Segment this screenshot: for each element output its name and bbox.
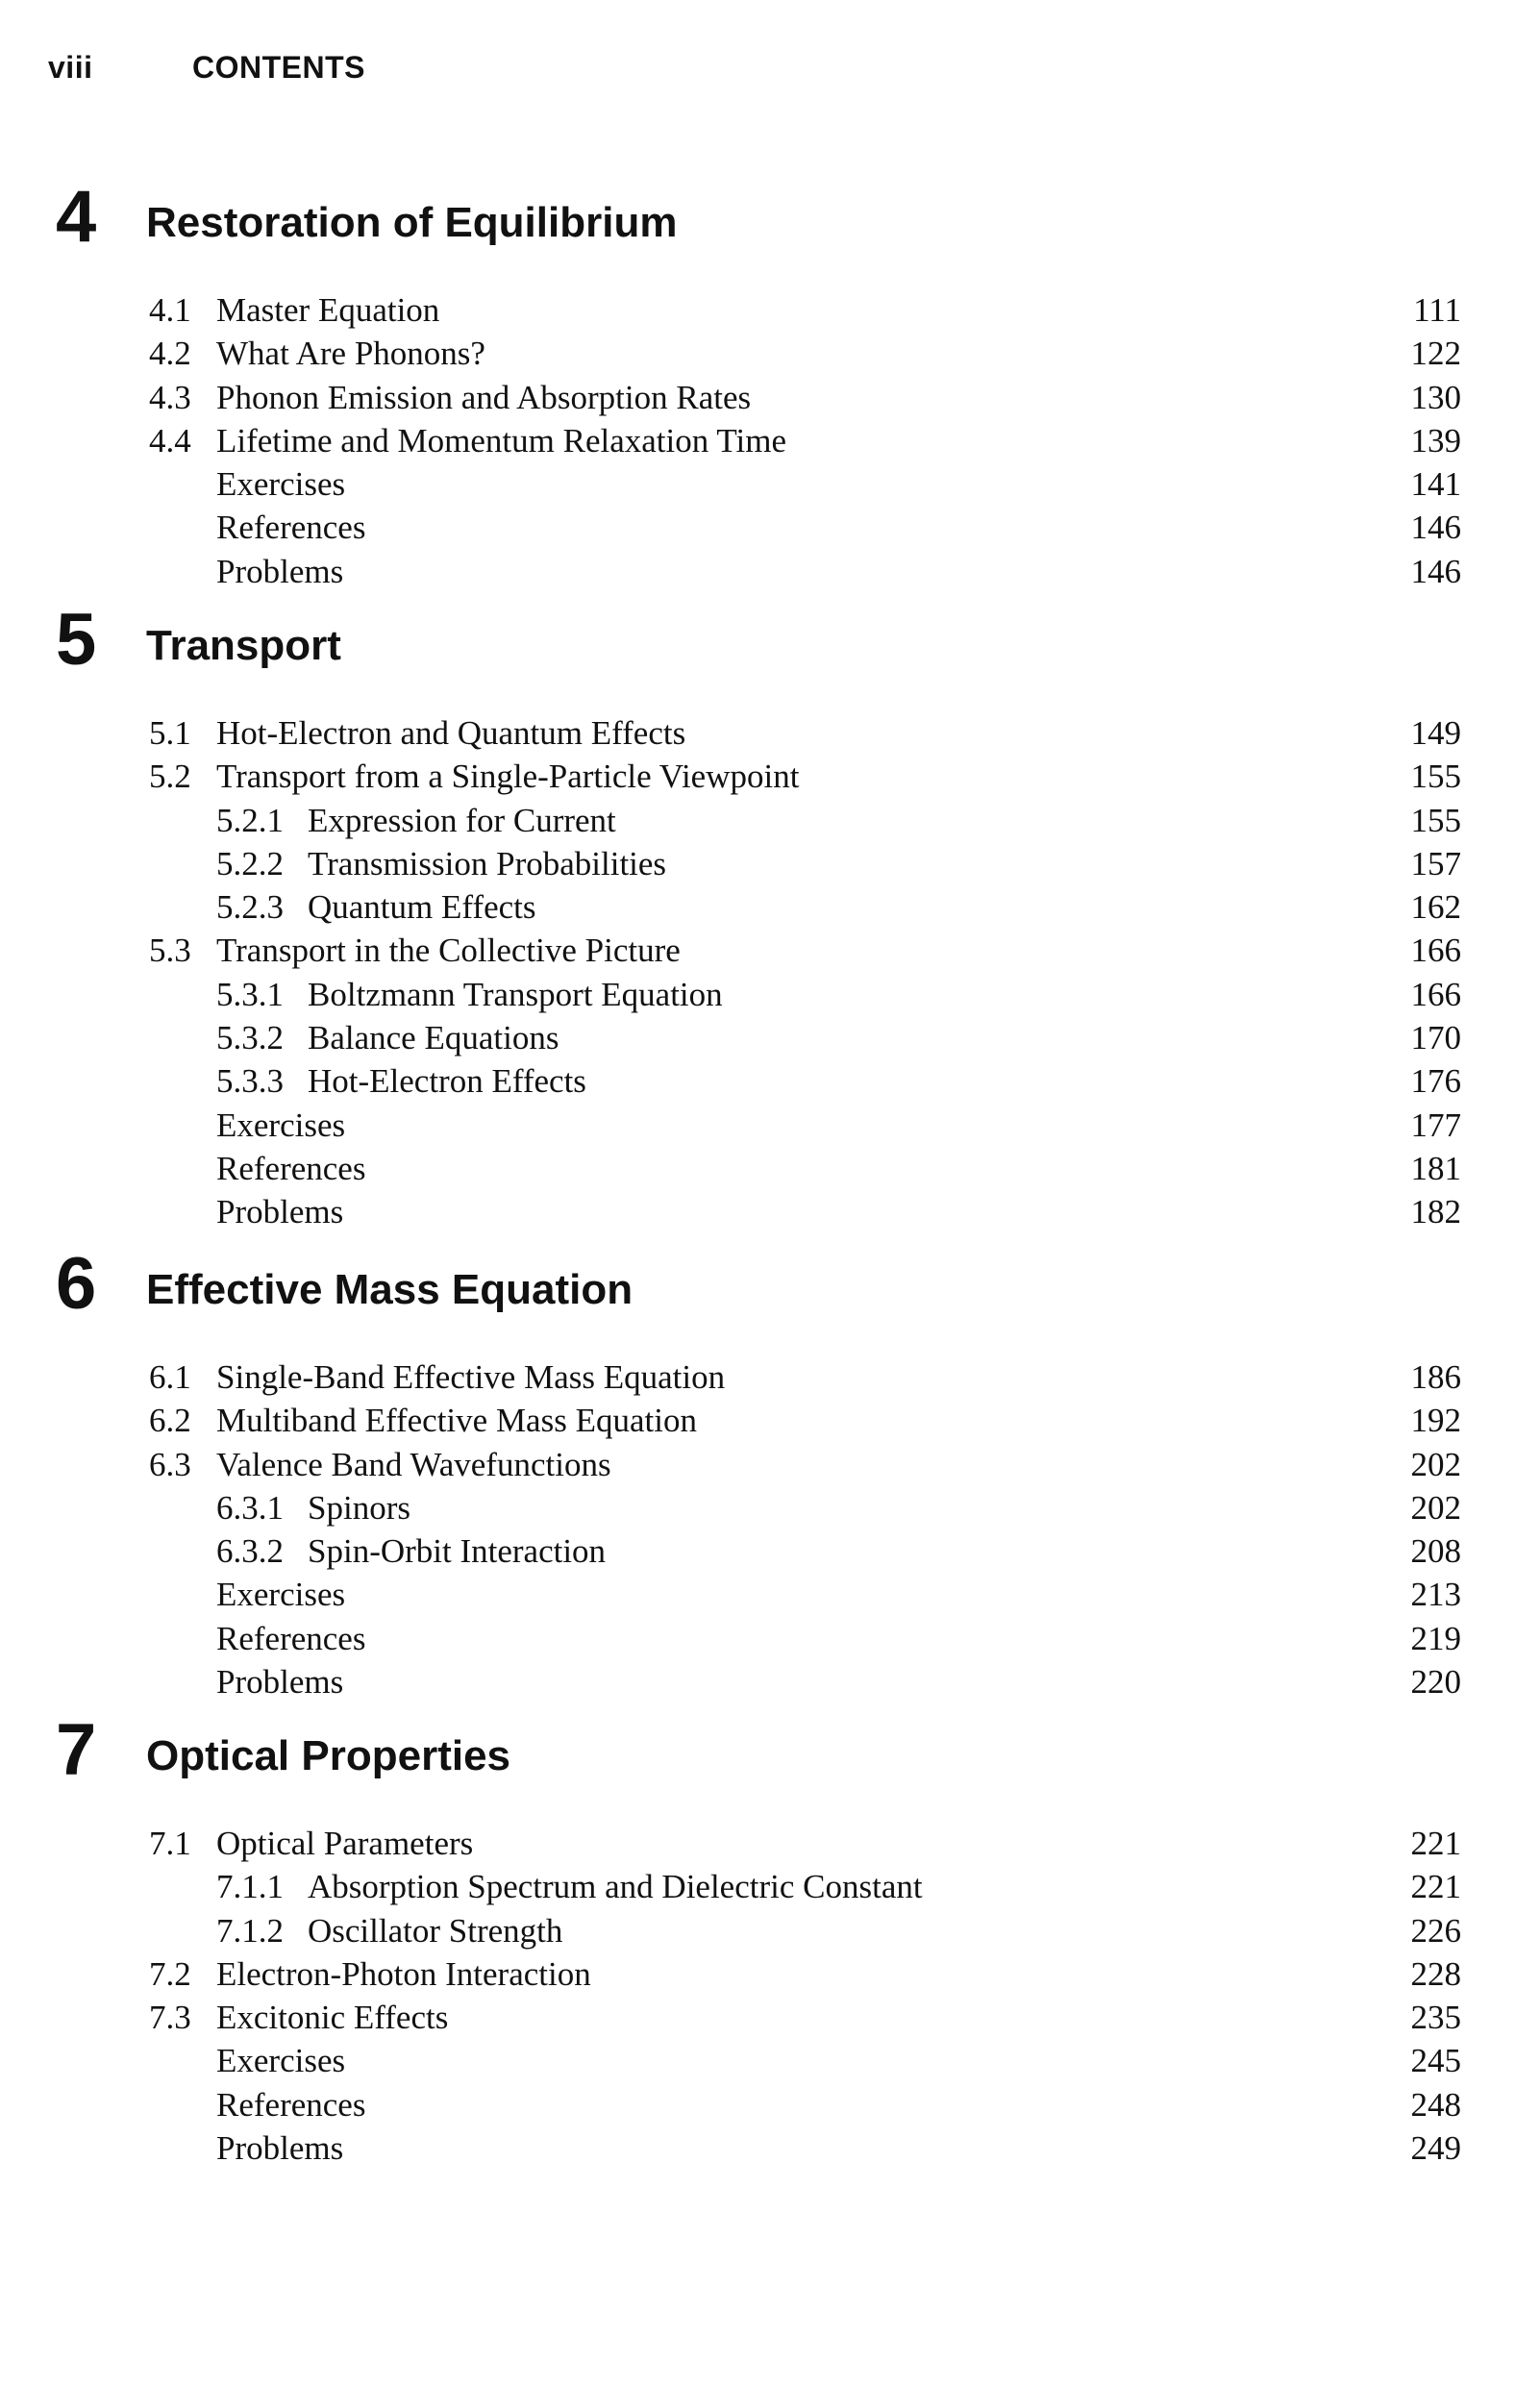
section-number: 5.2.1 — [216, 801, 284, 839]
chapter-4 — [0, 176, 1540, 590]
toc-entry — [0, 1573, 1540, 1616]
chapter-title: Restoration of Equilibrium — [146, 199, 678, 246]
page-number: 130 — [1410, 378, 1461, 416]
toc-entry — [0, 1104, 1540, 1147]
section-number: 7.1 — [149, 1825, 191, 1862]
chapter-title: Optical Properties — [146, 1732, 511, 1779]
section-title: Optical Parameters — [216, 1825, 474, 1862]
toc-entry — [0, 2039, 1540, 2082]
toc-entry — [0, 1617, 1540, 1660]
page-number: 182 — [1410, 1193, 1461, 1231]
section-title: Transmission Probabilities — [308, 844, 667, 882]
chapter-title: Effective Mass Equation — [146, 1266, 633, 1313]
toc-entry — [0, 1059, 1540, 1103]
toc-entry — [0, 885, 1540, 929]
section-title: Spinors — [308, 1488, 410, 1527]
section-number: 4.4 — [149, 421, 191, 460]
chapter-7 — [0, 1709, 1540, 2168]
section-title: Single-Band Effective Mass Equation — [216, 1358, 726, 1396]
section-number: 4.3 — [149, 378, 191, 416]
chapter-heading — [0, 1709, 1540, 1802]
section-number: 4.2 — [149, 335, 191, 373]
page-number: 181 — [1410, 1149, 1461, 1187]
toc-entry — [0, 1865, 1540, 1908]
section-number: 5.3.3 — [216, 1062, 284, 1101]
toc-entry — [0, 973, 1540, 1016]
section-title: Exercises — [216, 1106, 346, 1144]
section-title: Exercises — [216, 465, 346, 504]
toc-entry — [0, 1399, 1540, 1442]
page-number: 192 — [1410, 1402, 1461, 1440]
section-number: 7.1.2 — [216, 1911, 284, 1950]
page-number: 221 — [1410, 1825, 1461, 1862]
page-number: 248 — [1410, 2085, 1461, 2124]
toc-entry — [0, 550, 1540, 593]
section-number: 6.1 — [149, 1358, 191, 1396]
toc-entry — [0, 462, 1540, 506]
section-title: References — [216, 2085, 366, 2124]
section-title: References — [216, 509, 366, 547]
page-number: 208 — [1410, 1532, 1461, 1571]
toc-list — [0, 1355, 1540, 1703]
toc-entry — [0, 376, 1540, 419]
chapter-6 — [0, 1243, 1540, 1702]
toc-entry — [0, 929, 1540, 972]
page-number: 220 — [1410, 1663, 1461, 1702]
toc-list — [0, 1822, 1540, 2170]
page-number: 166 — [1410, 932, 1461, 970]
toc-entry — [0, 1952, 1540, 1996]
section-title: Problems — [216, 1663, 344, 1702]
section-title: What Are Phonons? — [216, 335, 485, 373]
page-number: 139 — [1410, 421, 1461, 460]
chapter-5 — [0, 599, 1540, 1231]
chapter-number: 4 — [56, 176, 97, 258]
toc-entry — [0, 755, 1540, 798]
section-title: Quantum Effects — [308, 888, 536, 927]
page-number: 146 — [1410, 509, 1461, 547]
page-number: 141 — [1410, 465, 1461, 504]
page-number: 177 — [1410, 1106, 1461, 1144]
section-title: Spin-Orbit Interaction — [308, 1532, 607, 1571]
page-number: 170 — [1410, 1019, 1461, 1057]
section-number: 5.1 — [149, 714, 191, 752]
page-number: 202 — [1410, 1488, 1461, 1527]
section-title: Balance Equations — [308, 1019, 559, 1057]
chapter-number: 5 — [56, 599, 97, 681]
chapter-heading — [0, 176, 1540, 269]
toc-entry — [0, 1016, 1540, 1059]
toc-entry — [0, 506, 1540, 549]
section-title: Lifetime and Momentum Relaxation Time — [216, 421, 786, 460]
page-number: 245 — [1410, 2042, 1461, 2080]
chapter-number: 6 — [56, 1243, 97, 1325]
page-number: 122 — [1410, 335, 1461, 373]
section-title: Oscillator Strength — [308, 1911, 563, 1950]
toc-entry — [0, 842, 1540, 885]
section-title: Excitonic Effects — [216, 1999, 449, 2037]
section-title: Master Equation — [216, 291, 440, 329]
toc-entry — [0, 1443, 1540, 1486]
page-number: 202 — [1410, 1445, 1461, 1483]
toc-entry — [0, 419, 1540, 462]
section-title: References — [216, 1149, 366, 1187]
toc-entry — [0, 2126, 1540, 2170]
page-number: 162 — [1410, 888, 1461, 927]
section-title: Expression for Current — [308, 801, 616, 839]
toc-list — [0, 288, 1540, 593]
page-number: 221 — [1410, 1868, 1461, 1906]
page-number: 249 — [1410, 2129, 1461, 2168]
section-title: Absorption Spectrum and Dielectric Constant — [308, 1868, 923, 1906]
section-number: 6.2 — [149, 1402, 191, 1440]
section-number: 5.2.3 — [216, 888, 284, 927]
chapter-heading — [0, 599, 1540, 692]
toc-entry — [0, 1529, 1540, 1573]
section-title: Boltzmann Transport Equation — [308, 975, 723, 1013]
chapter-title: Transport — [146, 622, 341, 669]
toc-entry — [0, 711, 1540, 755]
toc-entry — [0, 1909, 1540, 1952]
page-number: 155 — [1410, 758, 1461, 796]
section-title: Hot-Electron and Quantum Effects — [216, 714, 686, 752]
section-title: Exercises — [216, 1576, 346, 1614]
page-number: 166 — [1410, 975, 1461, 1013]
toc-entry — [0, 1660, 1540, 1703]
toc-entry — [0, 288, 1540, 332]
section-title: Transport in the Collective Picture — [216, 932, 681, 970]
toc-entry — [0, 1996, 1540, 2039]
section-number: 6.3.1 — [216, 1488, 284, 1527]
section-title: Problems — [216, 552, 344, 590]
page-number: 235 — [1410, 1999, 1461, 2037]
section-title: Electron-Photon Interaction — [216, 1954, 591, 1993]
chapter-heading — [0, 1243, 1540, 1336]
section-title: References — [216, 1619, 366, 1657]
chapter-number: 7 — [56, 1709, 97, 1791]
section-title: Problems — [216, 2129, 344, 2168]
page-number: 176 — [1410, 1062, 1461, 1101]
toc-entry — [0, 1822, 1540, 1865]
section-number: 7.3 — [149, 1999, 191, 2037]
section-number: 5.2.2 — [216, 844, 284, 882]
section-number: 4.1 — [149, 291, 191, 329]
section-title: Hot-Electron Effects — [308, 1062, 586, 1101]
section-number: 7.2 — [149, 1954, 191, 1993]
section-number: 5.3.2 — [216, 1019, 284, 1057]
page-number: 186 — [1410, 1358, 1461, 1396]
page-number: 219 — [1410, 1619, 1461, 1657]
section-number: 5.3.1 — [216, 975, 284, 1013]
running-title: CONTENTS — [192, 50, 365, 85]
page-number: 213 — [1410, 1576, 1461, 1614]
toc-entry — [0, 799, 1540, 842]
page-number: 149 — [1410, 714, 1461, 752]
section-number: 5.2 — [149, 758, 191, 796]
page-number: 155 — [1410, 801, 1461, 839]
page-number: 226 — [1410, 1911, 1461, 1950]
section-title: Problems — [216, 1193, 344, 1231]
toc-list — [0, 711, 1540, 1234]
page-number: 111 — [1413, 291, 1461, 329]
section-title: Phonon Emission and Absorption Rates — [216, 378, 752, 416]
section-number: 6.3.2 — [216, 1532, 284, 1571]
section-number: 7.1.1 — [216, 1868, 284, 1906]
page-folio: viii — [48, 50, 93, 85]
section-title: Multiband Effective Mass Equation — [216, 1402, 697, 1440]
section-title: Transport from a Single-Particle Viewpoint — [216, 758, 800, 796]
page-number: 157 — [1410, 844, 1461, 882]
page-number: 228 — [1410, 1954, 1461, 1993]
toc-entry — [0, 2083, 1540, 2126]
toc-entry — [0, 1486, 1540, 1529]
toc-entry — [0, 1190, 1540, 1233]
section-number: 5.3 — [149, 932, 191, 970]
toc-entry — [0, 1355, 1540, 1399]
running-head — [48, 50, 365, 86]
page-number: 146 — [1410, 552, 1461, 590]
toc-entry — [0, 1147, 1540, 1190]
toc-entry — [0, 332, 1540, 375]
section-title: Valence Band Wavefunctions — [216, 1445, 611, 1483]
section-title: Exercises — [216, 2042, 346, 2080]
section-number: 6.3 — [149, 1445, 191, 1483]
